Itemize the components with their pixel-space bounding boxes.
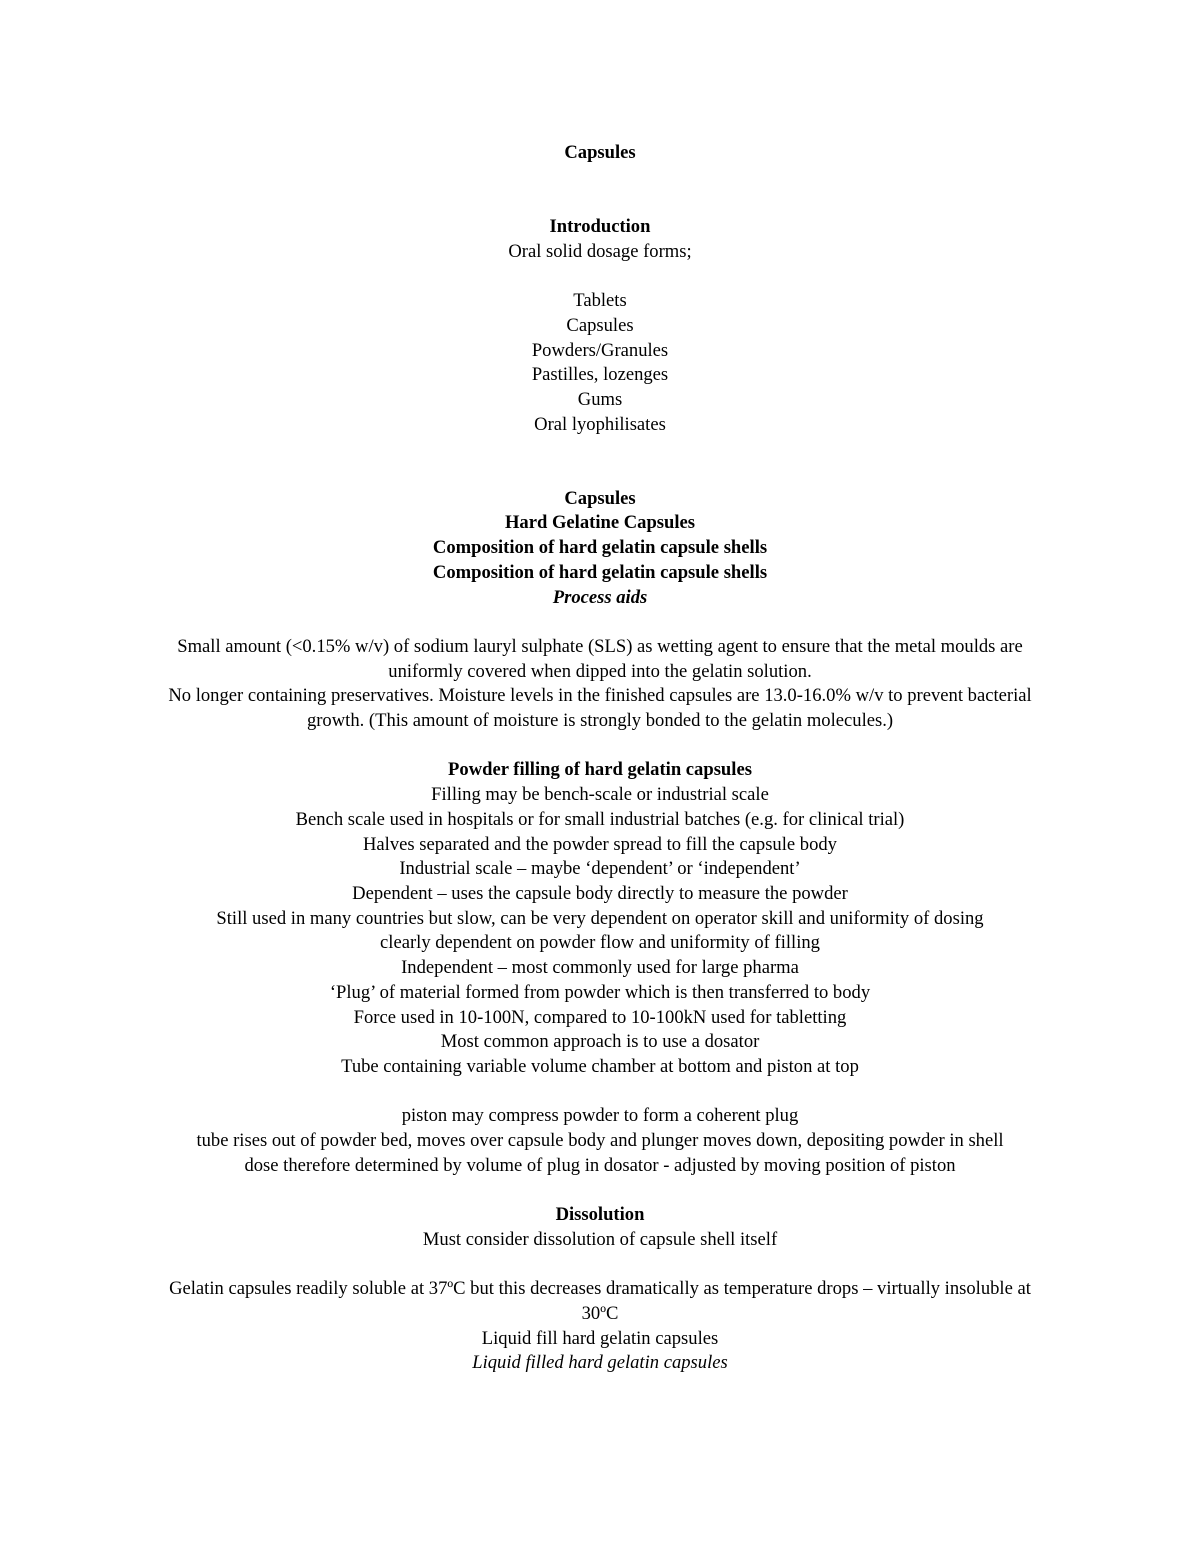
dissolution-heading: Dissolution [555,1204,645,1226]
document-body [150,141,1050,1376]
dissolution-line: Must consider dissolution of capsule shell itself [422,1228,778,1250]
powder-filling-line: ‘Plug’ of material formed from powder which is then transferred to body [329,981,871,1003]
document-title: Capsules [564,142,636,163]
dose-line: dose therefore determined by volume of plug in dosator - adjusted by moving position of piston [244,1154,956,1176]
spacer [150,1080,1050,1105]
introduction-heading: Introduction [549,216,651,238]
spacer [150,166,1050,191]
dosage-form-item: Gums [577,388,623,410]
powder-filling-line: Halves separated and the powder spread to fill the capsule body [363,833,837,855]
powder-filling-line: clearly dependent on powder flow and uniformity of filling [380,932,820,954]
dosage-form-item: Tablets [573,290,627,312]
powder-filling-heading: Powder filling of hard gelatin capsules [448,759,752,781]
spacer [150,437,1050,462]
dosage-form-item: Pastilles, lozenges [531,364,669,386]
spacer [150,1253,1050,1278]
dosage-form-item: Capsules [566,314,634,336]
powder-filling-line: Independent – most commonly used for large pharma [401,957,799,979]
introduction-lead: Oral solid dosage forms; [508,240,692,262]
spacer [150,734,1050,759]
powder-filling-line: Bench scale used in hospitals or for small industrial batches (e.g. for clinical trial) [295,808,905,830]
powder-filling-line: Dependent – uses the capsule body directly to measure the powder [352,882,848,904]
hard-gelatine-heading: Hard Gelatine Capsules [504,512,696,534]
powder-filling-line: Still used in many countries but slow, can be very dependent on operator skill and uniformity of dosing [216,907,984,929]
spacer [150,190,1050,215]
liquid-filled-subheading: Liquid filled hard gelatin capsules [472,1352,728,1374]
moisture-paragraph: No longer containing preservatives. Moisture levels in the finished capsules are 13.0-16.0% w/v to prevent bacterial growth. (This amount of moisture is strongly bonded to the gelatin molecules.) [168,685,1032,732]
liquid-fill-line: Liquid fill hard gelatin capsules [481,1327,719,1349]
composition-heading-repeat: Composition of hard gelatin capsule shells [432,561,768,583]
process-aids-subheading: Process aids [552,586,648,608]
dosage-form-item: Powders/Granules [531,339,669,361]
spacer [150,264,1050,289]
composition-heading: Composition of hard gelatin capsule shells [432,537,768,559]
powder-filling-line: Most common approach is to use a dosator [440,1031,760,1053]
powder-filling-line: Tube containing variable volume chamber at bottom and piston at top [341,1055,859,1077]
sls-paragraph: Small amount (<0.15% w/v) of sodium lauryl sulphate (SLS) as wetting agent to ensure that the metal moulds are uniformly covered when dipped into the gelatin solution. [177,635,1023,682]
powder-filling-line: Force used in 10-100N, compared to 10-100kN used for tabletting [353,1006,847,1028]
powder-filling-line: Industrial scale – maybe ‘dependent’ or ‘independent’ [399,858,801,880]
dissolution-temperature-line: Gelatin capsules readily soluble at 37ºC but this decreases dramatically as temperature drops – virtually insoluble at 30ºC [169,1278,1031,1324]
capsules-heading: Capsules [564,487,636,509]
tube-line: tube rises out of powder bed, moves over capsule body and plunger moves down, depositing powder in shell [196,1130,1004,1151]
spacer [150,1178,1050,1203]
spacer [150,462,1050,487]
piston-line: piston may compress powder to form a coherent plug [401,1105,799,1127]
spacer [150,610,1050,635]
dosage-form-item: Oral lyophilisates [534,413,666,435]
powder-filling-line: Filling may be bench-scale or industrial scale [431,784,769,806]
